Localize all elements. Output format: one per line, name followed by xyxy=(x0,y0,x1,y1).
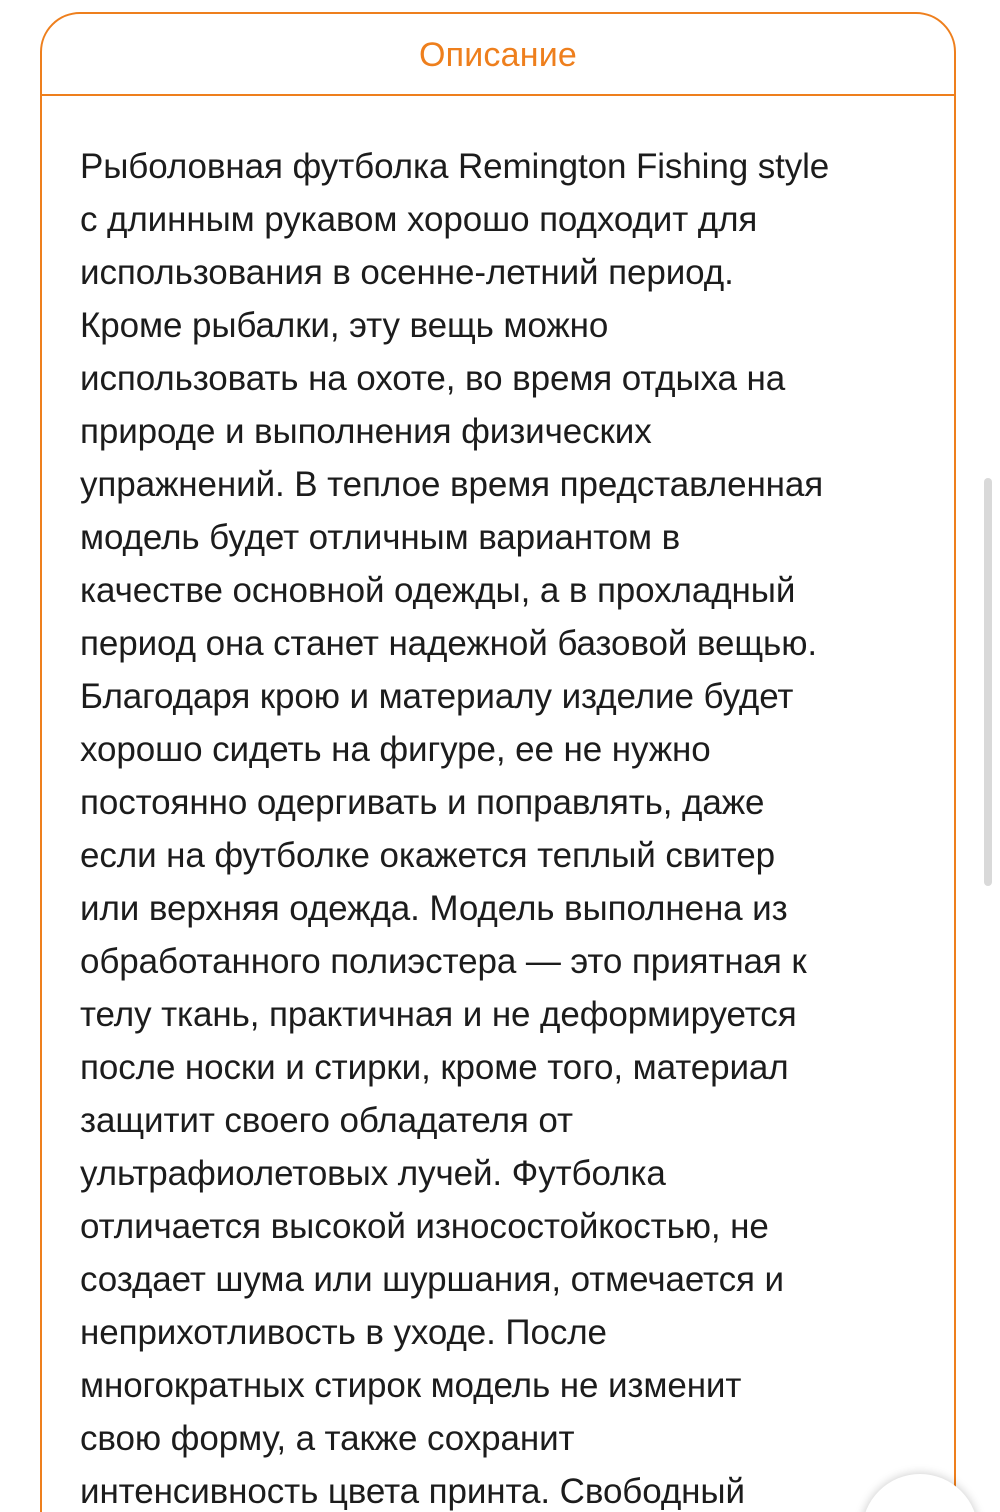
scrollbar-thumb[interactable] xyxy=(984,478,992,886)
description-line: неприхотливость в уходе. После xyxy=(80,1313,607,1352)
description-line: ультрафиолетовых лучей. Футболка xyxy=(80,1154,666,1193)
description-card xyxy=(40,12,956,1512)
description-header[interactable] xyxy=(42,14,954,96)
description-line: отличается высокой износостойкостью, не xyxy=(80,1207,769,1246)
description-line: использовать на охоте, во время отдыха на xyxy=(80,359,786,398)
description-title: Описание xyxy=(418,35,578,74)
description-line: использования в осенне-летний период. xyxy=(80,253,734,292)
description-line: свою форму, а также сохранит xyxy=(80,1419,575,1458)
description-line: упражнений. В теплое время представленная xyxy=(80,465,824,504)
description-line: хорошо сидеть на фигуре, ее не нужно xyxy=(80,730,711,769)
description-line: качестве основной одежды, а в прохладный xyxy=(80,571,796,610)
description-line: природе и выполнения физических xyxy=(80,412,652,451)
description-line: Кроме рыбалки, эту вещь можно xyxy=(80,306,609,345)
description-line: если на футболке окажется теплый свитер xyxy=(80,836,775,875)
description-line: Благодаря крою и материалу изделие будет xyxy=(80,677,794,716)
description-line: обработанного полиэстера — это приятная к xyxy=(80,942,807,981)
description-line: с длинным рукавом хорошо подходит для xyxy=(80,200,758,239)
description-line: или верхняя одежда. Модель выполнена из xyxy=(80,889,788,928)
description-line: период она станет надежной базовой вещью. xyxy=(80,624,817,663)
description-line: многократных стирок модель не изменит xyxy=(80,1366,742,1405)
description-line: телу ткань, практичная и не деформируется xyxy=(80,995,797,1034)
description-line: после носки и стирки, кроме того, материал xyxy=(80,1048,789,1087)
description-line: защитит своего обладателя от xyxy=(80,1101,573,1140)
description-line: создает шума или шуршания, отмечается и xyxy=(80,1260,784,1299)
description-body xyxy=(80,140,930,1512)
description-line: интенсивность цвета принта. Свободный xyxy=(80,1472,745,1511)
description-line: Рыболовная футболка Remington Fishing style xyxy=(80,147,830,186)
description-line: постоянно одергивать и поправлять, даже xyxy=(80,783,765,822)
description-line: модель будет отличным вариантом в xyxy=(80,518,681,557)
